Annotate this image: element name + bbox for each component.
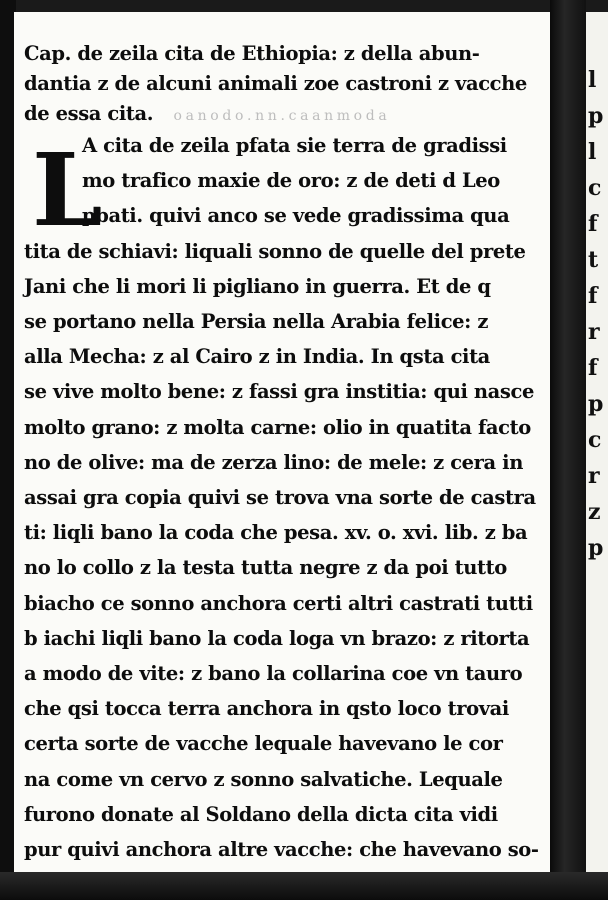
facing-page-letter: r	[588, 463, 600, 489]
facing-page-letter: f	[588, 283, 598, 309]
body-line: alla Mecha: z al Cairo z in India. In qsta cita	[24, 345, 490, 369]
body-line: tita de schiavi: liquali sonno de quelle del prete	[24, 239, 526, 263]
body-line: no lo collo z la testa tutta negre z da poi tutto	[24, 556, 507, 580]
scan-bottom-edge	[0, 872, 608, 900]
body-line: pbati. quivi anco se vede gradissima qua	[82, 204, 510, 228]
body-line: molto grano: z molta carne: olio in quatita facto	[24, 415, 531, 439]
body-line: no de olive: ma de zerza lino: de mele: z cera in	[24, 450, 523, 474]
bleed-through-text: o a n o d o . n n . c a a n m o d a	[173, 108, 387, 124]
body-line: biacho ce sonno anchora certi altri castrati tutti	[24, 591, 533, 615]
body-line: pur quivi anchora altre vacche: che havevano so-	[24, 838, 539, 861]
facing-page-letter: p	[588, 391, 604, 417]
body-line: a modo de vite: z bano la collarina coe vn tauro	[24, 662, 523, 685]
facing-page-letter: c	[588, 427, 602, 453]
heading-line	[24, 70, 527, 98]
body-line: che qsi tocca terra anchora in qsto loco trovai	[24, 697, 509, 721]
heading-line-3: de essa cita.	[24, 102, 154, 125]
body-line: Jani che li mori li pigliano in guerra. Et de q	[24, 274, 491, 298]
body-line: furono donate al Soldano della dicta cita vidi	[24, 802, 498, 826]
body-line: se vive molto bene: z fassi gra institia: qui nasce	[24, 380, 534, 404]
facing-page-letter: c	[588, 175, 602, 201]
body-line: mo trafico maxie de oro: z de deti d Leo	[82, 169, 500, 193]
facing-page-letter: p	[588, 103, 604, 129]
heading-line	[24, 40, 479, 68]
body-line: ti: liqli bano la coda che pesa. xv. o. xvi. lib. z ba	[24, 521, 528, 545]
drop-cap-letter: L	[32, 131, 102, 249]
heading-line-1: Cap. de zeila cita de Ethiopia: z della abun-	[24, 42, 480, 65]
body-line: assai gra copia quivi se trova vna sorte de castra	[24, 486, 536, 509]
heading-line-2: dantia z de alcuni animali zoe castroni z vacche	[24, 72, 527, 95]
facing-page-edge	[586, 12, 608, 872]
facing-page-letter: p	[588, 535, 604, 561]
body-line: se portano nella Persia nella Arabia felice: z	[24, 310, 489, 333]
body-line: b iachi liqli bano la coda loga vn brazo: z ritorta	[24, 626, 530, 650]
facing-page-letter: t	[588, 247, 599, 273]
body-line: certa sorte de vacche lequale havevano le cor	[24, 732, 503, 756]
facing-page-letter: f	[588, 355, 598, 381]
facing-page-letter: z	[588, 499, 601, 525]
heading-line	[24, 100, 386, 128]
facing-page-letter: l	[588, 67, 597, 93]
body-line: A cita de zeila pfata sie terra de gradissi	[82, 134, 507, 157]
book-gutter	[550, 0, 586, 900]
body-line: na come vn cervo z sonno salvatiche. Lequale	[24, 767, 503, 791]
facing-page-letter: r	[588, 319, 600, 345]
facing-page-letter: f	[588, 211, 598, 237]
facing-page-letter: l	[588, 139, 597, 165]
